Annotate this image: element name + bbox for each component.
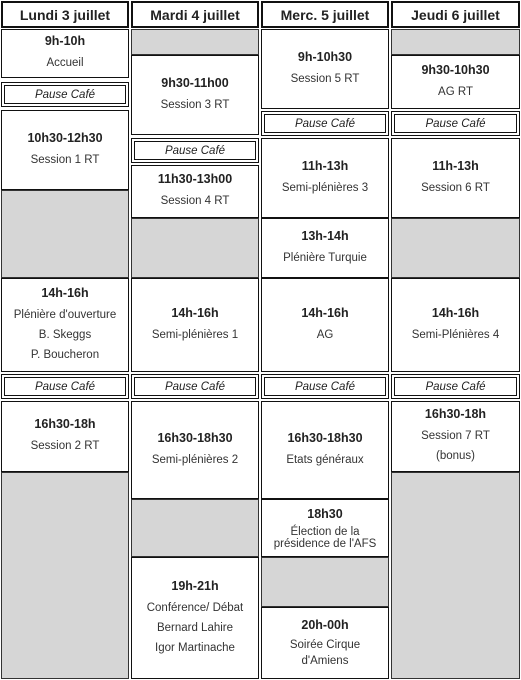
event-mercredi-session5: 9h-10h30 Session 5 RT [261, 29, 389, 109]
pause-mardi-2: Pause Café [131, 374, 259, 399]
gap-jeudi-evening [391, 472, 520, 679]
day-header-mardi: Mardi 4 juillet [131, 1, 259, 28]
event-mardi-conference: 19h-21h Conférence/ Débat Bernard Lahire Igor Martinache [131, 557, 259, 679]
pause-mercredi-2: Pause Café [261, 374, 389, 399]
gap-mardi-morning [131, 29, 259, 55]
event-lundi-session2: 16h30-18h Session 2 RT [1, 401, 129, 472]
event-mercredi-turquie: 13h-14h Plénière Turquie [261, 218, 389, 278]
event-lundi-session1: 10h30-12h30 Session 1 RT [1, 110, 129, 190]
pause-jeudi-2: Pause Café [391, 374, 520, 399]
day-header-lundi: Lundi 3 juillet [1, 1, 129, 28]
gap-mardi-evening [131, 499, 259, 557]
event-mardi-session4: 11h30-13h00 Session 4 RT [131, 165, 259, 218]
day-header-mercredi: Merc. 5 juillet [261, 1, 389, 28]
event-mardi-semi2: 16h30-18h30 Semi-plénières 2 [131, 401, 259, 499]
event-mercredi-election: 18h30 Élection de la présidence de l'AFS [261, 499, 389, 557]
pause-jeudi-1: Pause Café [391, 111, 520, 136]
pause-lundi-1: Pause Café [1, 82, 129, 107]
gap-mercredi-evening [261, 557, 389, 607]
event-jeudi-session7: 16h30-18h Session 7 RT (bonus) [391, 401, 520, 472]
event-jeudi-agrt: 9h30-10h30 AG RT [391, 55, 520, 109]
event-jeudi-session6: 11h-13h Session 6 RT [391, 138, 520, 218]
event-mercredi-semi3: 11h-13h Semi-plénières 3 [261, 138, 389, 218]
pause-mercredi-1: Pause Café [261, 111, 389, 136]
gap-lundi-lunch [1, 190, 129, 278]
pause-mardi-1: Pause Café [131, 138, 259, 163]
gap-lundi-evening [1, 472, 129, 679]
event-lundi-pleniere: 14h-16h Plénière d'ouverture B. Skeggs P. Boucheron [1, 278, 129, 372]
event-lundi-accueil: 9h-10h Accueil [1, 29, 129, 78]
event-mercredi-ag: 14h-16h AG [261, 278, 389, 372]
event-mardi-session3: 9h30-11h00 Session 3 RT [131, 55, 259, 135]
gap-jeudi-morning [391, 29, 520, 55]
event-mercredi-etats: 16h30-18h30 Etats généraux [261, 401, 389, 499]
day-header-jeudi: Jeudi 6 juillet [391, 1, 520, 28]
pause-lundi-2: Pause Café [1, 374, 129, 399]
event-mercredi-soiree: 20h-00h Soirée Cirque d'Amiens [261, 607, 389, 679]
gap-jeudi-lunch [391, 218, 520, 278]
gap-mardi-lunch [131, 218, 259, 278]
event-jeudi-semi4: 14h-16h Semi-Plénières 4 [391, 278, 520, 372]
event-mardi-semi1: 14h-16h Semi-plénières 1 [131, 278, 259, 372]
